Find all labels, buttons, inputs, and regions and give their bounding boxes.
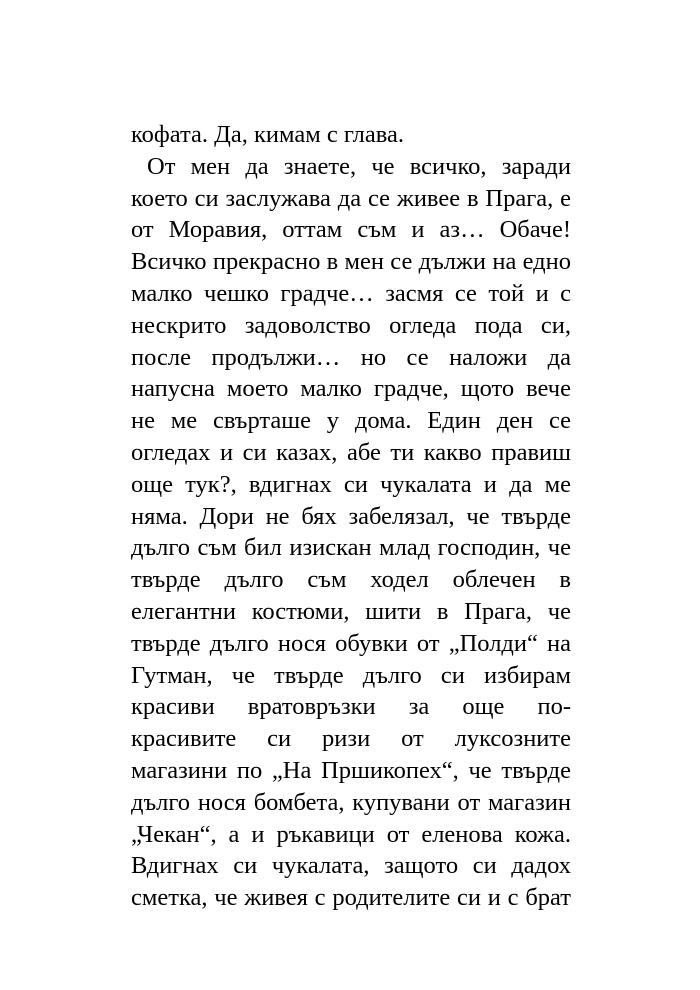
text-line: нескрито задоволство огледа пода си, bbox=[131, 311, 571, 339]
text-line: кофата. Да, кимам с глава. bbox=[131, 121, 404, 148]
text-line: дълго нося бомбета, купувани от магазин bbox=[131, 788, 571, 816]
text-line: огледах и си казах, абе ти какво правиш bbox=[131, 438, 571, 466]
text-line: Вдигнах си чукалата, защото си дадох bbox=[131, 852, 571, 880]
paragraph-first-line: От мен да знаете, че всичко, заради bbox=[147, 152, 571, 180]
text-line: сметка, че живея с родителите си и с брат bbox=[131, 884, 571, 912]
body-text bbox=[131, 119, 571, 914]
text-line: което си заслужава да се живее в Прага, е bbox=[131, 184, 571, 212]
text-line: твърде дълго нося обувки от „Полди“ на bbox=[131, 629, 571, 657]
text-line: красиви вратовръзки за още по- bbox=[131, 693, 571, 721]
text-line: Всичко прекрасно в мен се дължи на едно bbox=[131, 248, 571, 276]
text-line: елегантни костюми, шити в Прага, че bbox=[131, 597, 571, 625]
text-line: не ме свърташе у дома. Един ден се bbox=[131, 407, 571, 435]
text-line: красивите си ризи от луксозните bbox=[131, 725, 571, 753]
text-line: няма. Дори не бях забелязал, че твърде bbox=[131, 502, 571, 530]
text-line: още тук?, вдигнах си чукалата и да ме bbox=[131, 470, 571, 498]
text-line: твърде дълго съм ходел облечен в bbox=[131, 566, 571, 594]
text-line: напусна моето малко градче, щото вече bbox=[131, 375, 571, 403]
text-line: дълго съм бил изискан млад господин, че bbox=[131, 534, 571, 562]
text-line: Гутман, че твърде дълго си избирам bbox=[131, 661, 571, 689]
text-line: магазини по „На Пршикопех“, че твърде bbox=[131, 756, 571, 784]
text-line: после продължи… но се наложи да bbox=[131, 343, 571, 371]
text-line: „Чекан“, а и ръкавици от еленова кожа. bbox=[131, 820, 571, 848]
text-line: от Моравия, оттам съм и аз… Обаче! bbox=[131, 216, 571, 244]
text-line: малко чешко градче… засмя се той и с bbox=[131, 279, 571, 307]
